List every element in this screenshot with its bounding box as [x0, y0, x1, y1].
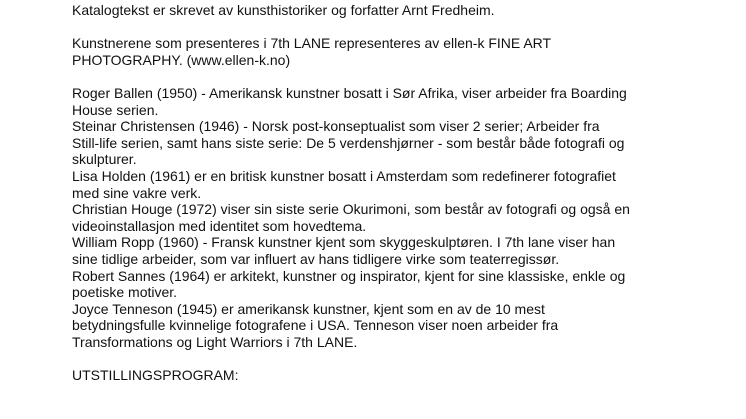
program-heading: UTSTILLINGSPROGRAM:: [72, 367, 239, 384]
artist-entry-holden: Lisa Holden (1961) er en britisk kunstner bosatt i Amsterdam som redefinerer fotografiet med sine vakre verk.: [72, 167, 616, 201]
artist-entry-christensen: Steinar Christensen (1946) - Norsk post-konseptualist som viser 2 serier; Arbeider fra Still-life serien, samt hans siste serie: De 5 verdenshjørner - som består både fotografi og skulpturer.: [72, 118, 625, 168]
artist-entry-sannes: Robert Sannes (1964) er arkitekt, kunstner og inspirator, kjent for sine klassiske, enkle og poetiske motiver.: [72, 267, 626, 301]
artist-entry-ropp: William Ropp (1960) - Fransk kunstner kjent som skyggeskulptøren. I 7th lane viser han sine tidlige arbeider, som var influert av hans tidligere virke som teaterregissør.: [72, 234, 616, 267]
artist-entry-tenneson: Joyce Tenneson (1945) er amerikansk kunstner, kjent som en av de 10 mest betydningsfulle kvinnelige fotografene i USA. Tenneson viser noen arbeider fra Transformations og Light Warriors i 7th LANE.: [72, 300, 559, 350]
artist-entry-houge: Christian Houge (1972) viser sin siste serie Okurimoni, som består av fotografi og også en videoinstallasjon med identitet som hovedtema.: [72, 201, 630, 234]
document-body: [72, 2, 712, 384]
representation-note: Kunstnerene som presenteres i 7th LANE representeres av ellen-k FINE ART PHOTOGRAPHY. (www.ellen-k.no): [72, 35, 552, 68]
artist-entry-ballen: Roger Ballen (1950) - Amerikansk kunstner bosatt i Sør Afrika, viser arbeider fra Boarding House serien.: [72, 84, 627, 118]
artist-list: [72, 85, 712, 351]
catalog-intro: Katalogtekst er skrevet av kunsthistoriker og forfatter Arnt Fredheim.: [72, 2, 495, 18]
